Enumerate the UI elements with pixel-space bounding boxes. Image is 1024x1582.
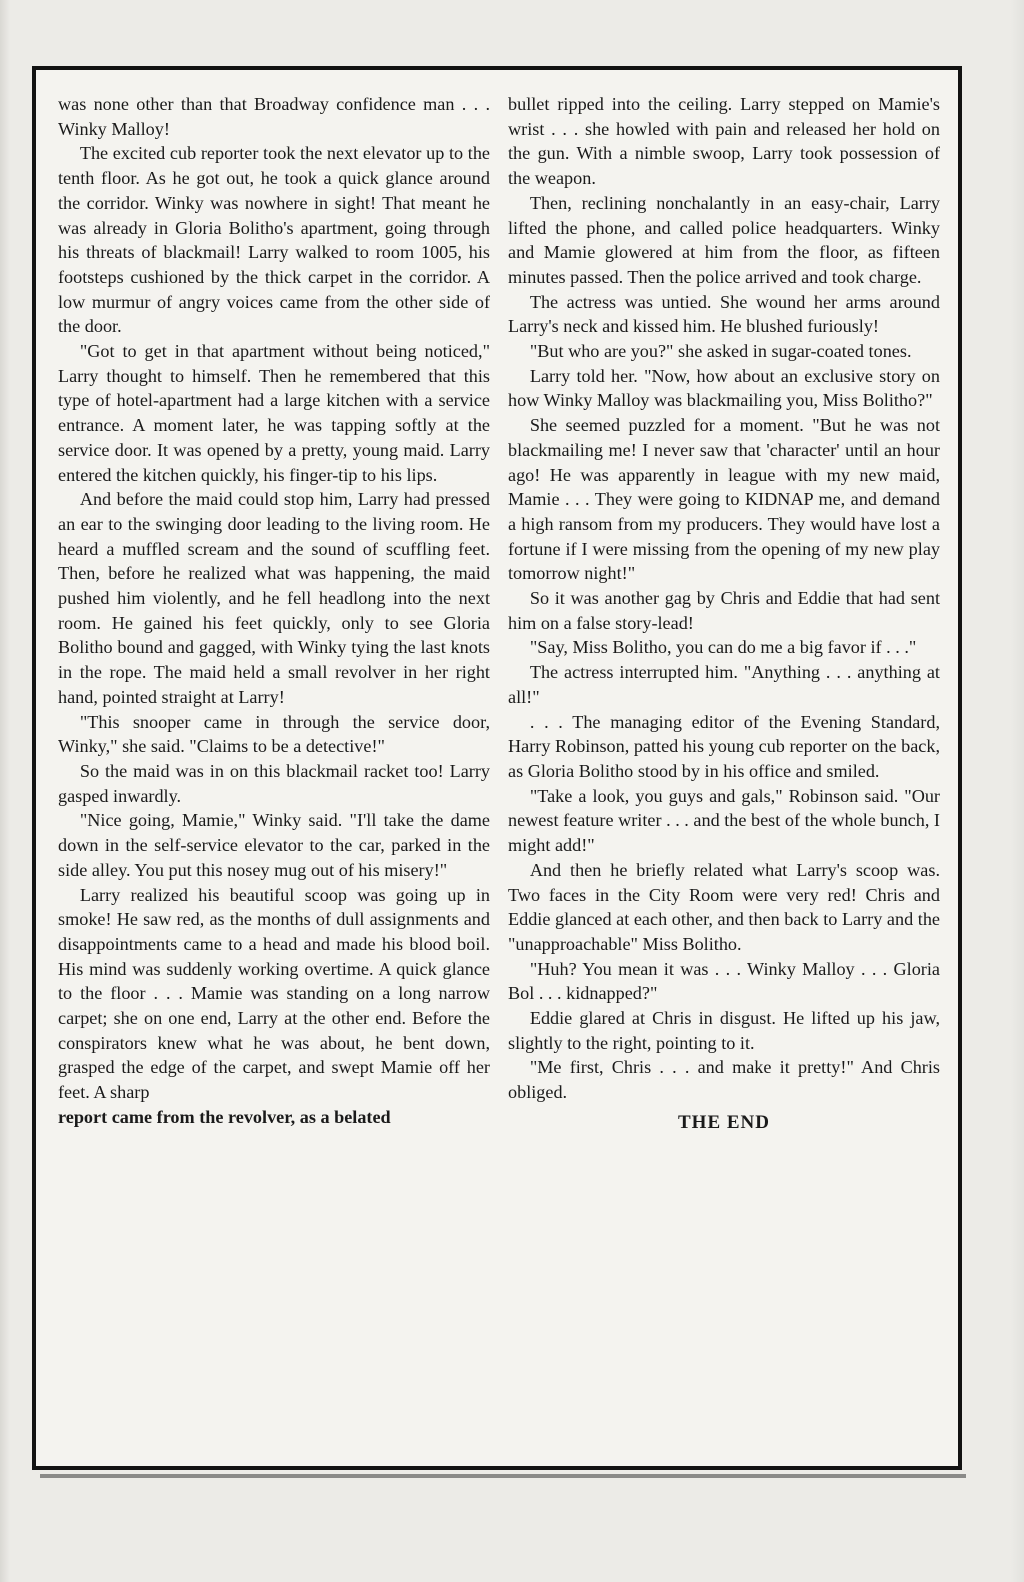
frame-shadow (40, 1474, 966, 1478)
paragraph: The excited cub reporter took the next elevator up to the tenth floor. As he got out, he took a quick glance around the corridor. Winky was nowhere in sight! That meant he was already in Gloria Bolitho's apartment, going through his threats of blackmail! Larry walked to room 1005, his footsteps cushioned by the thick carpet in the corridor. A low murmur of angry voices came from the other side of the door. (58, 143, 490, 337)
right-column (508, 92, 940, 1452)
paragraph: Eddie glared at Chris in disgust. He lifted up his jaw, slightly to the right, pointing to it. (508, 1008, 940, 1053)
paragraph: "This snooper came in through the service door, Winky," she said. "Claims to be a detective!" (58, 711, 490, 757)
paragraph: "Take a look, you guys and gals," Robinson said. "Our newest feature writer . . . and the best of the whole bunch, I might add!" (508, 785, 940, 856)
left-column (58, 92, 490, 1452)
scan-edge-left (0, 0, 10, 1582)
paragraph: "Me first, Chris . . . and make it pretty!" And Chris obliged. (508, 1057, 940, 1103)
paragraph: So the maid was in on this blackmail racket too! Larry gasped inwardly. (58, 760, 490, 806)
story-columns (58, 92, 940, 1452)
paragraph: She seemed puzzled for a moment. "But he was not blackmailing me! I never saw that 'character' until an hour ago! He was apparently in league with my new maid, Mamie . . . They were going to KIDNAP me, and demand a high ransom from my producers. They would have lost a fortune if I were missing from the opening of my new play tomorrow night!" (508, 415, 940, 584)
paragraph: And then he briefly related what Larry's scoop was. Two faces in the City Room were very red! Chris and Eddie glanced at each other, and then back to Larry and the "unapproachable" Miss Bolitho. (508, 859, 940, 954)
paragraph: "But who are you?" she asked in sugar-coated tones. (529, 341, 912, 362)
paragraph: "Nice going, Mamie," Winky said. "I'll take the dame down in the self-service elevator to the car, parked in the side alley. You put this nosey mug out of his misery!" (58, 810, 490, 880)
paragraph: Then, reclining nonchalantly in an easy-chair, Larry lifted the phone, and called police headquarters. Winky and Mamie glowered at him from the floor, as fifteen minutes passed. Then the police arrived and took charge. (508, 192, 940, 287)
paragraph: . . . The managing editor of the Evening Standard, Harry Robinson, patted his young cub reporter on the back, as Gloria Bolitho stood by in his office and smiled. (508, 711, 940, 781)
paragraph: The actress was untied. She wound her arms around Larry's neck and kissed him. He blushed furiously! (508, 291, 940, 337)
paragraph: "Say, Miss Bolitho, you can do me a big favor if . . ." (529, 637, 917, 658)
the-end-mark: THE END (678, 1111, 770, 1133)
paragraph: "Got to get in that apartment without being noticed," Larry thought to himself. Then he remembered that this type of hotel-apartment had a large kitchen with a service entrance. A moment later, he was tapping softly at the service door. It was opened by a pretty, young maid. Larry entered the kitchen quickly, his finger-tip to his lips. (58, 341, 490, 485)
paragraph: The actress interrupted him. "Anything . . . anything at all!" (508, 662, 940, 707)
paragraph-continuation: report came from the revolver, as a belated (58, 1106, 391, 1127)
paragraph: Larry realized his beautiful scoop was going up in smoke! He saw red, as the months of dull assignments and disappointments came to a head and made his blood boil. His mind was suddenly working overtime. A quick glance to the floor . . . Mamie was standing on a long narrow carpet; she on one end, Larry at the other end. Before the conspirators knew what he was about, he bent down, grasped the edge of the carpet, and swept Mamie off her feet. A sharp (58, 884, 490, 1103)
paragraph: So it was another gag by Chris and Eddie that had sent him on a false story-lead! (508, 588, 940, 633)
story-page-frame (32, 66, 962, 1470)
scan-edge-right (1010, 0, 1024, 1582)
paragraph: was none other than that Broadway confidence man . . . Winky Malloy! (58, 94, 490, 139)
paragraph: And before the maid could stop him, Larry had pressed an ear to the swinging door leading to the living room. He heard a muffled scream and the sound of scuffling feet. Then, before he realized what was happening, the maid pushed him violently, and he fell headlong into the next room. He gained his feet quickly, only to see Gloria Bolitho bound and gagged, with Winky tying the last knots in the rope. The maid held a small revolver in her right hand, pointed straight at Larry! (58, 489, 490, 707)
paragraph: bullet ripped into the ceiling. Larry stepped on Mamie's wrist . . . she howled with pain and released her hold on the gun. With a nimble swoop, Larry took possession of the weapon. (508, 94, 940, 189)
paragraph: "Huh? You mean it was . . . Winky Malloy . . . Gloria Bol . . . kidnapped?" (508, 958, 940, 1004)
paragraph: Larry told her. "Now, how about an exclusive story on how Winky Malloy was blackmailing you, Miss Bolitho?" (508, 365, 940, 411)
